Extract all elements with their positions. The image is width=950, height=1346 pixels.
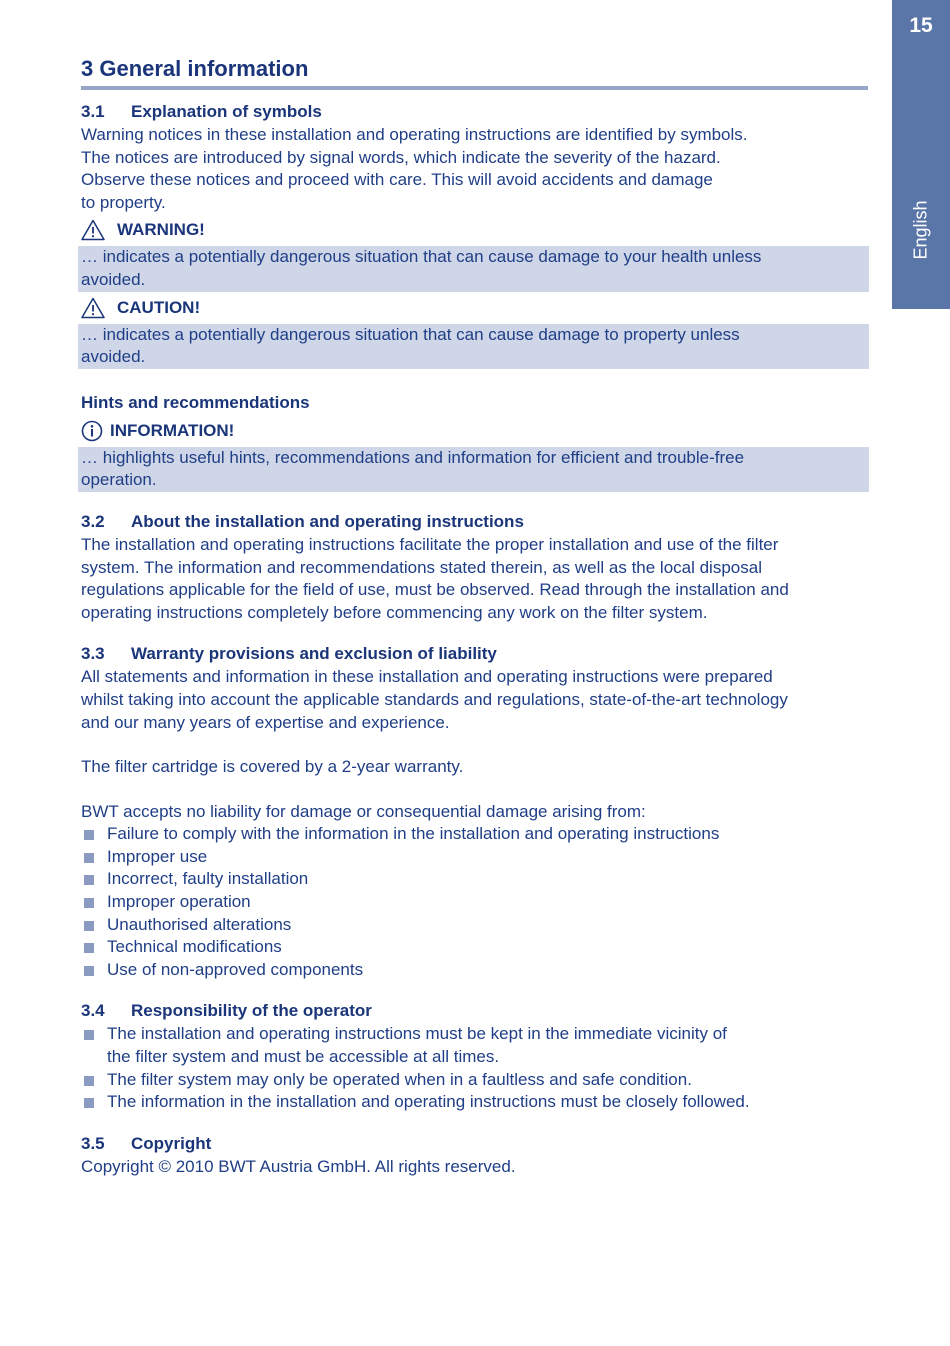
body-line: The installation and operating instructions facilitate the proper installation and use of the filter (81, 534, 779, 554)
section-number: 3.4 (81, 1001, 105, 1021)
bullet-icon (84, 830, 94, 840)
warning-notice (78, 246, 869, 291)
warranty-text: The filter cartridge is covered by a 2-year warranty. (81, 757, 464, 777)
bullet-icon (84, 921, 94, 931)
list-item-text: Technical modifications (107, 937, 282, 957)
notice-line: operation. (81, 470, 157, 490)
body-line: whilst taking into account the applicable standards and regulations, state-of-the-art technology (81, 689, 788, 709)
side-tab (892, 0, 950, 309)
info-circle-icon (81, 420, 103, 442)
section-3-1-heading (81, 100, 868, 124)
information-heading (81, 415, 868, 447)
liability-list (81, 823, 868, 981)
chapter-title: 3 General information (81, 54, 868, 90)
body-line: operating instructions completely before commencing any work on the filter system. (81, 602, 708, 622)
list-item-text: Use of non-approved components (107, 959, 364, 979)
section-3-3-heading (81, 642, 868, 666)
intro-line: Observe these notices and proceed with care. This will avoid accidents and damage (81, 170, 713, 190)
bullet-icon (84, 898, 94, 908)
section-number: 3.3 (81, 644, 105, 664)
notice-line: … indicates a potentially dangerous situation that can cause damage to your health unless (81, 247, 762, 267)
section-title: Explanation of symbols (131, 102, 322, 121)
section-number: 3.1 (81, 102, 105, 121)
list-item-line: the filter system and must be accessible at all times. (107, 1047, 500, 1067)
list-item-text: Failure to comply with the information in the installation and operating instructions (107, 824, 720, 844)
notice-line: … indicates a potentially dangerous situation that can cause damage to property unless (81, 324, 740, 344)
body-line: system. The information and recommendations stated therein, as well as the local disposal (81, 557, 762, 577)
intro-line: The notices are introduced by signal words, which indicate the severity of the hazard. (81, 147, 721, 167)
body-line: All statements and information in these installation and operating instructions were prepared (81, 667, 773, 687)
main-content (81, 54, 868, 1178)
section-number: 3.5 (81, 1133, 105, 1153)
list-item (81, 1023, 868, 1068)
list-item (81, 1091, 868, 1114)
bullet-icon (84, 1098, 94, 1108)
section-number: 3.2 (81, 511, 105, 531)
bullet-icon (84, 943, 94, 953)
warning-label: WARNING! (117, 220, 205, 240)
list-item-line: The information in the installation and operating instructions must be closely followed. (107, 1092, 750, 1112)
list-item-line: The filter system may only be operated when in a faultless and safe condition. (107, 1069, 692, 1089)
intro-line: to property. (81, 192, 166, 212)
liability-intro: BWT accepts no liability for damage or consequential damage arising from: (81, 801, 646, 821)
notice-line: … highlights useful hints, recommendations and information for efficient and trouble-free (81, 447, 745, 467)
notice-line: avoided. (81, 347, 146, 367)
list-item (81, 823, 868, 846)
list-item (81, 914, 868, 937)
body-line: and our many years of expertise and experience. (81, 712, 450, 732)
information-label: INFORMATION! (110, 420, 235, 440)
warning-heading (81, 214, 868, 246)
section-3-2-heading (81, 510, 868, 534)
body-line: regulations applicable for the field of use, must be observed. Read through the installation and (81, 580, 789, 600)
list-item (81, 846, 868, 869)
list-item (81, 891, 868, 914)
warning-triangle-icon (81, 297, 105, 319)
caution-heading (81, 292, 868, 324)
warning-triangle-icon (81, 219, 105, 241)
section-title: Warranty provisions and exclusion of liability (131, 644, 497, 664)
information-notice (78, 447, 869, 492)
list-item (81, 959, 868, 982)
language-label: English (910, 200, 931, 260)
copyright-text: Copyright © 2010 BWT Austria GmbH. All rights reserved. (81, 1156, 516, 1176)
list-item (81, 936, 868, 959)
operator-list (81, 1023, 868, 1113)
list-item-line: The installation and operating instructions must be kept in the immediate vicinity of (107, 1024, 727, 1044)
section-title: Copyright (131, 1133, 212, 1153)
hints-heading: Hints and recommendations (81, 392, 310, 412)
bullet-icon (84, 853, 94, 863)
list-item-text: Improper use (107, 846, 208, 866)
caution-notice (78, 324, 869, 369)
caution-label: CAUTION! (117, 297, 201, 317)
bullet-icon (84, 875, 94, 885)
section-3-4-heading (81, 999, 868, 1023)
section-title: Responsibility of the operator (131, 1001, 372, 1021)
section-3-5-heading (81, 1132, 868, 1156)
list-item-text: Incorrect, faulty installation (107, 869, 309, 889)
intro-line: Warning notices in these installation and operating instructions are identified by symbols. (81, 125, 748, 144)
bullet-icon (84, 1076, 94, 1086)
page-number: 15 (909, 14, 933, 37)
list-item (81, 1069, 868, 1092)
notice-line: avoided. (81, 269, 146, 289)
list-item-text: Improper operation (107, 892, 251, 912)
list-item-text: Unauthorised alterations (107, 914, 292, 934)
section-title: About the installation and operating instructions (131, 511, 524, 531)
bullet-icon (84, 966, 94, 976)
list-item (81, 868, 868, 891)
bullet-icon (84, 1030, 94, 1040)
